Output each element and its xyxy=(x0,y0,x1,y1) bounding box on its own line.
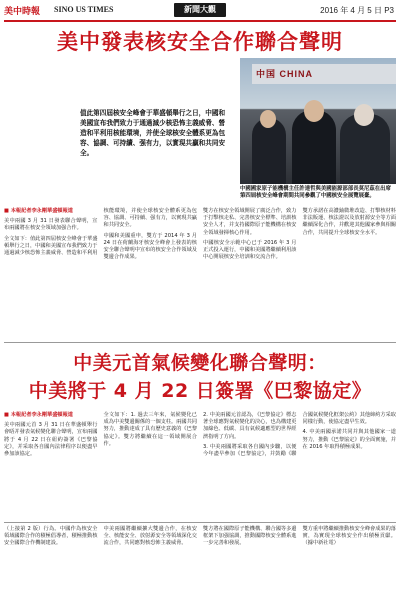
story1-photo xyxy=(240,58,396,184)
story1-paragraph: 全文如下：值此第四屆核安全峰會于華盛頓舉行之日，中國和美國宣布我們致力于通過減少核恐怖主義威脅、營造和平利用核能環境，并使全球核安全體系更為包容、協調、可持續、强有力，以實現共贏和共同安全。 xyxy=(4,208,197,257)
story1-paragraph: 中國核安全示範中心已于 2016 年 3 月正式投入運行，中國和美國將繼續利用該中心開展核安全培訓和交流合作。 xyxy=(203,239,297,261)
story2-paragraph: 美中兩國元首 3 月 31 日在華盛頓舉行會晤并發表氣候變化聯合聲明，宣布兩國將于 4 月 22 日在紐約簽署《巴黎協定》，并采取各自國內法律程序以便盡早參加該協定。 xyxy=(4,422,98,458)
continued-paragraph: 中美兩國將繼續擴大雙邊合作，在核安全、核能安全、放射源安全等領域深化交流合作，共同應對核恐怖主義威脅。 xyxy=(103,526,197,547)
photo-head-center xyxy=(304,100,324,122)
story2-headline-line2: 中美將于 4 月 22 日簽署《巴黎協定》 xyxy=(28,380,372,402)
continued-paragraph: 雙方重申將繼續推動核安全峰會成果的落實，為實現全球核安全作出積極貢獻。（據中新社電） xyxy=(302,526,396,547)
section-divider xyxy=(4,342,396,343)
photo-head-left xyxy=(260,110,276,128)
story1-photo-caption: 中國國家原子能機構主任許達哲與美國能源部部長莫尼茲在出席第四屆核安全峰會期間共同參觀了中國核安全展覽展臺。 xyxy=(240,186,391,199)
story2-paragraph: 3. 中美兩國將采取各自國內步驟，以便今年盡早參加《巴黎協定》，并鼓勵《聯合國氣候變化框架公約》其他締約方采取同樣行動，使協定盡早生效。 xyxy=(203,412,396,458)
story1-body xyxy=(4,208,396,338)
story2-headline-line1: 中美元首氣候變化聯合聲明： xyxy=(73,352,327,374)
continued-paragraph: （上接第 2 版）行為。中國作為核安全領域國際合作的積極倡導者，積極推動核安全國際合作機制建設。 xyxy=(4,526,98,547)
continued-paragraph: 雙方將在國際原子能機構、聯合國等多邊框架下加强協調，推動國際核安全體系進一步完善和發展。 xyxy=(203,526,297,547)
continued-story-body xyxy=(4,526,396,584)
photo-head-right xyxy=(354,104,374,126)
story2-paragraph: 全文如下：1. 過去三年來，氣候變化已成為中美雙邊關係的一個支柱。兩國共同努力，推動達成了具有歷史意義的《巴黎協定》。雙方將繼續在這一領域開展合作。 xyxy=(103,412,197,447)
section-divider xyxy=(4,522,396,523)
story1-headline: 美中發表核安全合作聯合聲明 xyxy=(57,30,343,54)
masthead xyxy=(4,3,396,22)
story1-byline: ■ 本報記者李永剛華盛頓報道 xyxy=(4,208,73,214)
story1-pullquote: 值此第四屆核安全峰會于華盛頓舉行之日，中國和美國宣布我們致力于通過減少核恐怖主義威脅、營造和平利用核能環境，并使全球核安全體系更為包容、協調、可持續、强有力，以實現共贏和共同安全。 xyxy=(80,109,226,157)
story1-paragraph: 中國和美國重申，雙方于 2014 年 3 月 24 日在荷蘭海牙核安全峰會上發表的核安全聯合聲明中宣布的核安全合作領域及雙邊合作成果。 xyxy=(103,232,197,261)
story2-paragraph: 2. 中美兩國元首認為，《巴黎協定》標志著全球應對氣候變化的決心，也為構建更加綠色、低碳、具有氣候適應型的世界經濟指明了方向。 xyxy=(203,412,297,440)
section-tag: 新聞大觀 xyxy=(174,3,226,17)
story2-paragraph: 4. 中美兩國承諾共同并與其他國家一道努力，推動《巴黎協定》的全面實施，并在 2016 年取得積極成果。 xyxy=(302,429,396,450)
page-dateline: 2016 年 4 月 5 日 P3 xyxy=(320,6,394,15)
newspaper-logo: 美中時報 xyxy=(4,7,41,17)
photo-banner-text: 中国 CHINA xyxy=(252,64,396,84)
story1-paragraph: 雙方承諾在高濃鈾微堆改造、打擊核材料非法販運、核法證以及放射源安全等方面繼續深化合作，并歡迎其他國家參與相關合作，共同提升全球核安全水平。 xyxy=(302,208,396,236)
story2-byline: ■ 本報記者李永剛華盛頓報道 xyxy=(4,412,73,418)
newspaper-name-english: SINO US TIMES xyxy=(54,5,114,14)
story1-paragraph: 雙方在核安全領域開展了廣泛合作，致力于打擊核走私、完善核安全標準、培訓核安全人才，并支持國際原子能機構在核安全領域發揮核心作用。 xyxy=(203,208,297,236)
story1-paragraph: 美中兩國 3 月 31 日發表聯合聲明，宣布兩國將在核安全領域加强合作。 xyxy=(4,218,98,232)
story2-body xyxy=(4,412,396,520)
